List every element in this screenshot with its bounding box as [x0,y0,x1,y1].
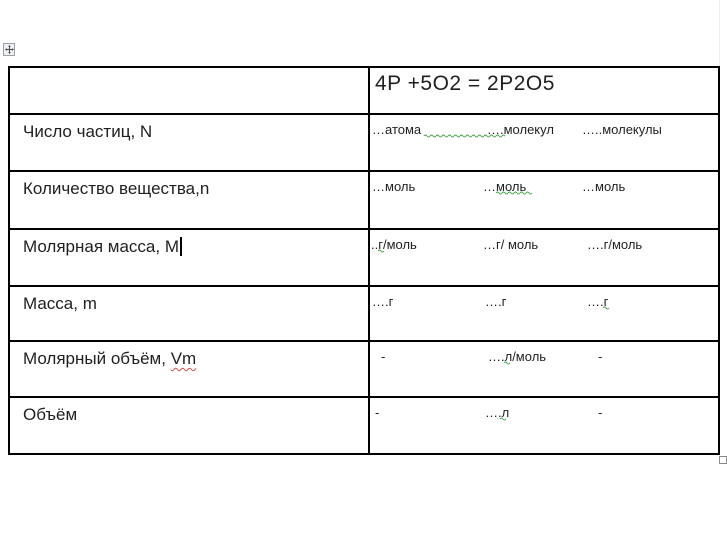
cell-value-text: ..г/моль [371,237,417,252]
cell-value-text: …..молекулы [582,122,662,137]
row-value-cell[interactable] [370,115,718,170]
cell-value-text: ….г [372,294,394,309]
reaction-equation: 4P +5O2 = 2P2O5 [375,72,555,95]
table-row [10,398,718,453]
row-label-text: Число частиц, N [23,122,153,141]
row-label-cell[interactable] [10,172,370,228]
row-value-cell[interactable] [370,398,718,453]
table-row [10,342,718,398]
header-label-cell[interactable] [10,68,370,113]
row-label-cell[interactable] [10,115,370,170]
table-row [10,230,718,287]
row-value-cell[interactable] [370,172,718,228]
cell-value-text: ….г [587,294,609,309]
cell-value-text: …моль [372,179,416,194]
cell-value-text: - [598,349,603,364]
table-row [10,172,718,230]
header-equation-cell[interactable] [370,68,718,113]
table-row [10,115,718,172]
row-value-cell[interactable] [370,230,718,285]
cell-value-text: …моль [582,179,626,194]
cell-value-text: - [381,349,386,364]
table-move-handle[interactable] [3,43,15,56]
table-resize-handle[interactable] [719,456,727,464]
cell-value-text: ….молекул [487,122,554,137]
cell-value-text: ….г [485,294,507,309]
cell-value-text: ….л/моль [488,349,547,364]
row-label-cell[interactable] [10,287,370,340]
text-cursor [180,237,182,256]
row-label-text: Молярный объём, [23,349,171,368]
table-header-row [10,68,718,115]
cell-value-text: ….г/моль [587,237,643,252]
cell-value-text: …моль [483,179,527,194]
table-gridline-guide [719,0,720,66]
table-row [10,287,718,342]
row-label-text: Объём [23,405,78,424]
row-label-text: Молярная масса, M [23,237,179,256]
row-label-text: Количество вещества,n [23,179,210,198]
row-label-cell[interactable] [10,342,370,396]
row-label-text: Vm [170,349,197,368]
row-label-text: Масса, m [23,294,97,313]
row-label-cell[interactable] [10,230,370,285]
cell-value-text: ….л [485,405,510,420]
cell-value-text: …г/ моль [483,237,539,252]
cell-value-text: …атома [372,122,422,137]
cell-value-text: - [375,405,380,420]
chemistry-table [8,66,720,455]
cell-value-text: - [598,405,603,420]
row-value-cell[interactable] [370,287,718,340]
row-value-cell[interactable] [370,342,718,396]
row-label-cell[interactable] [10,398,370,453]
table-move-icon [5,45,14,54]
